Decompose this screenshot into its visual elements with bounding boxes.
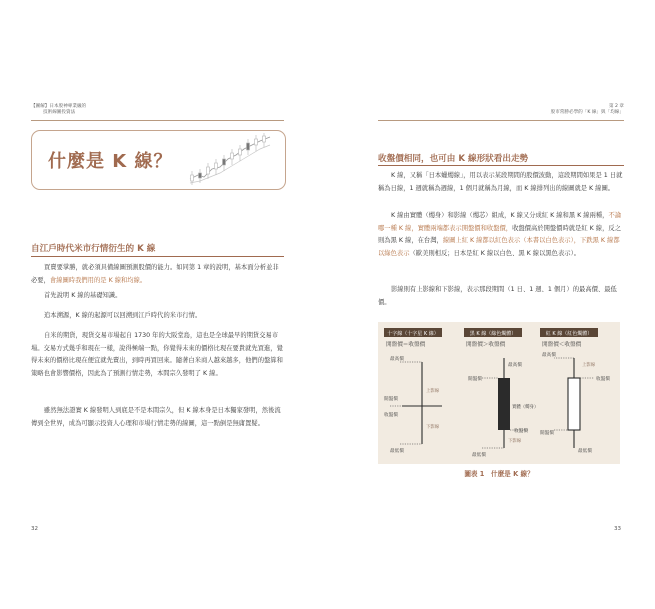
left-header: [31, 104, 86, 116]
panel-rule-doji: 開盤價＝收盤價: [386, 342, 426, 348]
right-header-subtitle: 股市常勝必學的「K 線」與「均線」: [550, 110, 624, 115]
doji-close-label: 收盤價: [384, 413, 398, 418]
left-paragraph-2: 首先說明 K 線的基礎知識。: [44, 292, 122, 299]
left-paragraph-3: 追本溯源，K 線的起源可以回溯到江戶時代的米市行情。: [44, 312, 202, 319]
doji-low-label: 最低價: [390, 449, 404, 454]
right-header: [510, 104, 624, 116]
left-header-rule: [31, 120, 284, 121]
doji-open-label: 開盤價: [384, 397, 398, 402]
right-paragraph-3-after: （歐美則相反；日本是紅 K 線以白色、黑 K 線以黑色表示）。: [409, 249, 581, 257]
red-candle: [568, 358, 580, 448]
right-paragraph-2-text: K 線由實體（燭身）和影線（燭芯）組成，K 線又分成紅 K 線和黑 K 線兩種，: [391, 212, 609, 219]
panel-tag-doji-text: 十字線（十字星 K 線）: [387, 330, 439, 337]
left-paragraph-1: [31, 262, 284, 287]
doji-upper-shadow-label: 上影線: [426, 389, 440, 394]
red-open-label: 開盤價: [540, 431, 554, 436]
figure-caption: 圖表 1 什麼是 K 線？: [464, 470, 534, 478]
candlestick-figure: [378, 322, 620, 464]
red-high-label: 最高價: [542, 353, 556, 358]
right-header-chapter: 第 2 章: [608, 104, 624, 109]
left-paragraph-1-text: 買賣要掌勝，就必須具備線圖預測股價的能力。如同第 1 章的說明，基本面分析並非必要，: [31, 264, 279, 284]
right-page-number: 33: [614, 526, 621, 532]
black-high-label: 最高價: [508, 363, 522, 368]
black-candle: [498, 358, 510, 448]
left-paragraph-5: 雖然無法證實 K 線發明人到底是不是本間宗久，但 K 線本身是日本獨家發明，然後流傳到全世界，成為可顯示投資人心理和市場行情走勢的線圖，這一點倒是無庸置疑。: [31, 407, 281, 427]
red-close-label: 收盤價: [596, 377, 610, 382]
right-paragraph-2-after: 收盤價高於開盤價時就是紅 K 線，反之則為黑 K 線，在台灣，: [378, 224, 621, 245]
right-section-heading: 收盤價相同，也可由 K 線形狀看出走勢: [378, 154, 529, 164]
left-header-tag: 【圖解】日本股神專業級的: [31, 104, 87, 109]
right-header-rule: [378, 120, 624, 121]
left-section-heading: 自江戶時代米市行情衍生的 K 線: [31, 244, 156, 254]
right-section-rule: [378, 165, 624, 166]
right-paragraph-3-highlight: 線圖上紅 K 線都以紅色表示（本書以白色表示），下跌黑 K 線都以綠色表示: [378, 237, 620, 257]
black-close-label: 收盤價: [514, 429, 528, 434]
panel-tag-black: [464, 328, 522, 337]
black-body-label: 實體（燭身）: [512, 405, 539, 410]
left-paragraph-1-highlight: 會線圖時我們用的是 K 線和均線。: [49, 276, 147, 284]
doji-lower-shadow-label: 下影線: [426, 425, 440, 430]
doji-high-label: 最高價: [390, 357, 404, 362]
right-paragraph-2-highlight: 不論哪一種 K 線，實體兩端都表示開盤價和收盤價，: [378, 212, 622, 232]
left-paragraph-4: 自米的期貨，現貨交易市場起自 1730 年的大阪堂島，這也是全球最早的期貨交易市場。交易方式幾乎和現在一樣，說得極端一點，你覺得未來的價格比現在要貴就先買進，覺得未來的價格比現在便宜就先賣出，到時再買回來。隨著白米商人越來越多，他們的盤算和策略也會影響價格，因此為了預測行情走勢，本間宗久發明了 K 線。: [31, 332, 283, 377]
panel-tag-doji: [384, 328, 442, 337]
doji-candle: [402, 362, 442, 444]
left-page-number: 32: [31, 526, 38, 532]
page-title: 什麼是 K 線？: [48, 151, 173, 172]
panel-rule-red: 開盤價＜收盤價: [542, 342, 582, 348]
black-lower-shadow-label: 下影線: [508, 439, 522, 444]
red-low-label: 最低價: [578, 449, 592, 454]
left-section-rule: [31, 256, 284, 257]
right-paragraph-2: [378, 210, 624, 260]
title-box: [31, 130, 286, 190]
right-paragraph-1: K 線，又稱「日本蠟燭線」，用以表示某段期間的股價波動，這段期間如果是 1 日就稱為日線，1 週就稱為週線，1 個月就稱為月線，而 K 線排列出的線圖就是 K 線圖。: [378, 172, 623, 192]
candlestick-chart-illustration: [184, 131, 279, 187]
right-paragraph-4: 影線則有上影線和下影線，表示那段期間（1 日、1 週、1 個月）的最高價、最低價。: [378, 286, 617, 306]
panel-tag-black-text: 黑 K 線（綠色燭體）: [469, 330, 517, 337]
left-header-tag2: 技術線圖投資法: [43, 110, 76, 115]
candlestick-figure-svg: [378, 322, 620, 464]
panel-rule-black: 開盤價＞收盤價: [466, 342, 506, 348]
black-low-label: 最低價: [472, 453, 486, 458]
black-open-label: 開盤價: [468, 377, 482, 382]
panel-tag-red-text: 紅 K 線（紅色燭體）: [545, 330, 593, 337]
red-upper-shadow-label: 上影線: [582, 363, 596, 368]
panel-tag-red: [540, 328, 598, 337]
